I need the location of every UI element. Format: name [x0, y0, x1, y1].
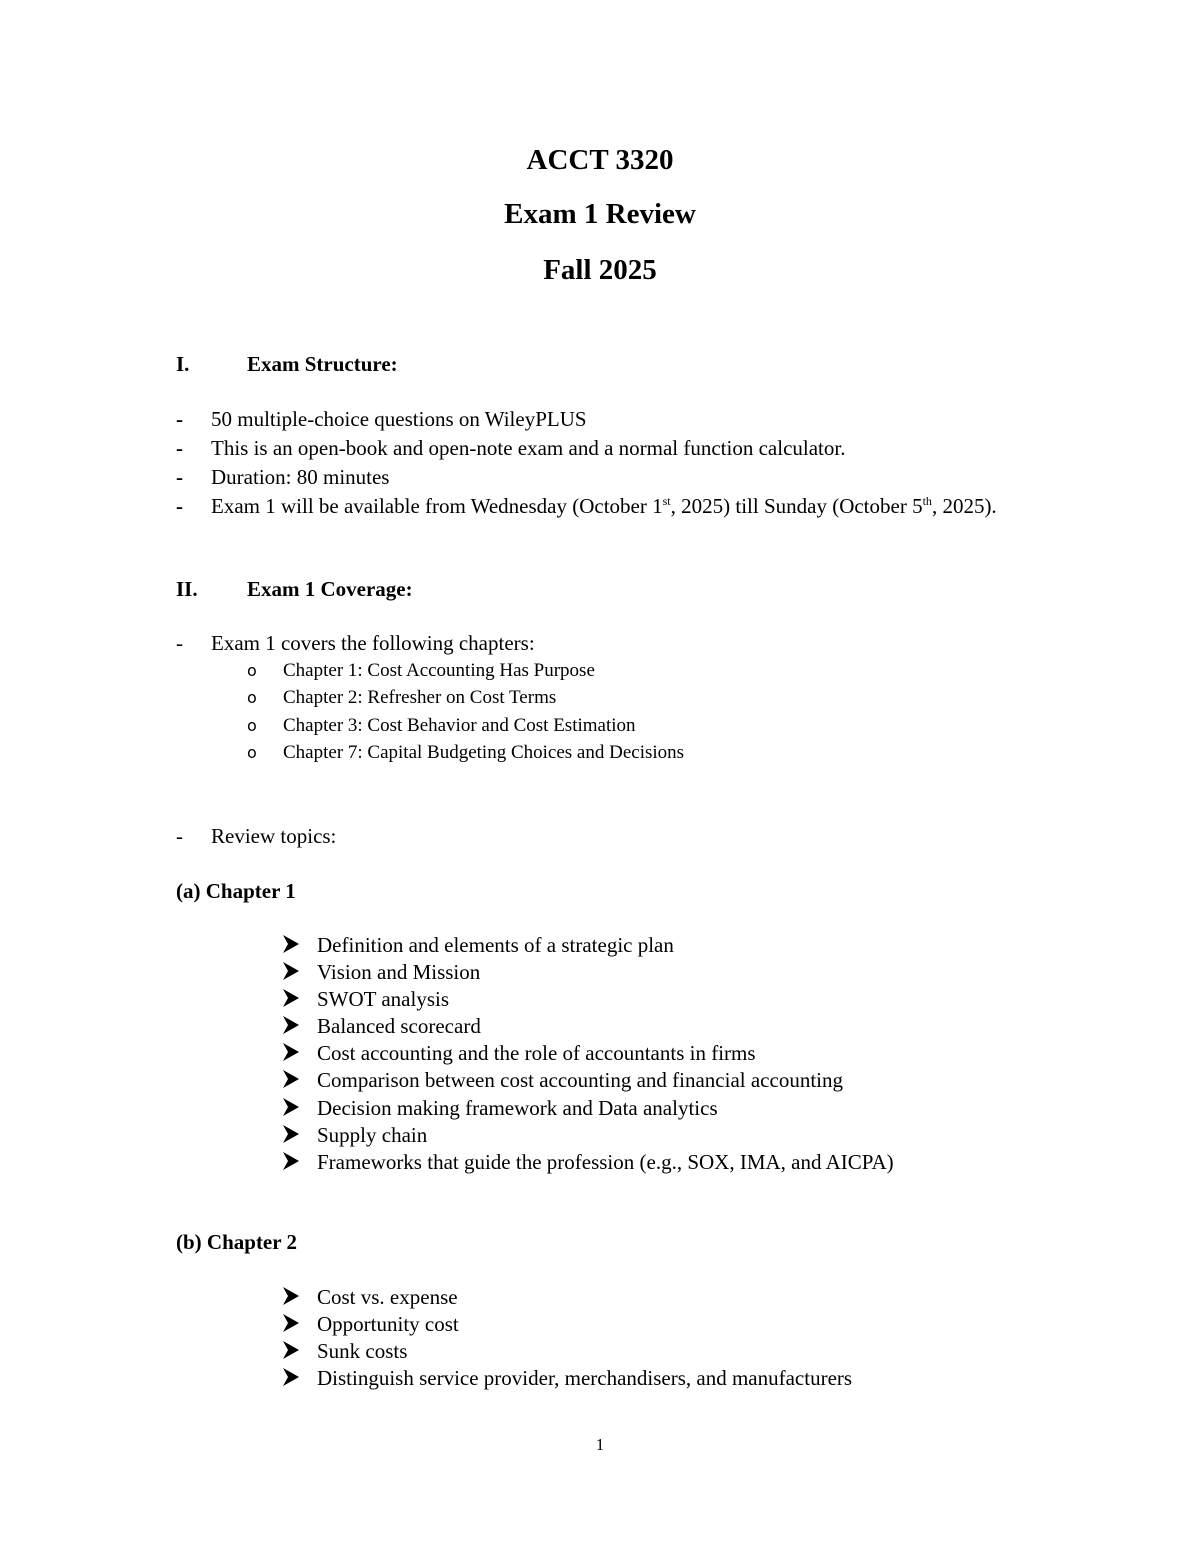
chapter-2-heading: (b) Chapter 2 [176, 1230, 297, 1254]
list-item-text: This is an open-book and open-note exam and a normal function calculator. [211, 436, 846, 460]
dash-bullet: - [176, 631, 183, 655]
arrowhead-bullet-icon [282, 1150, 300, 1172]
dash-bullet: - [176, 407, 183, 431]
availability-text: Exam 1 will be available from Wednesday (October 1st, 2025) till Sunday (October 5th, 2025). [211, 494, 997, 518]
dash-bullet: - [176, 824, 183, 848]
arrowhead-bullet-icon [282, 1096, 300, 1118]
circle-bullet: o [247, 716, 257, 735]
dash-bullet: - [176, 465, 183, 489]
arrowhead-bullet-icon [282, 1068, 300, 1090]
arrowhead-bullet-icon [282, 1123, 300, 1145]
arrowhead-bullet-icon [282, 1041, 300, 1063]
section-heading: Exam 1 Coverage: [247, 577, 413, 601]
dash-bullet: - [176, 494, 183, 518]
course-title: ACCT 3320 [526, 144, 674, 176]
dash-bullet: - [176, 436, 183, 460]
circle-bullet: o [247, 743, 257, 762]
arrowhead-bullet-icon [282, 960, 300, 982]
document-page: ACCT 3320 Exam 1 Review Fall 2025 I. Exam Structure: - 50 multiple-choice questions on WileyPLUS - This is an open-book and open-note exam and a normal function calculator. - Duration: 80 minutes - Exam 1 will be available from Wednesday (October 1st, 2025) till Sunday (October 5th, 2025). II. Exam 1 Coverage: - Exam 1 covers the following chapters: o Chapter 1: Cost Accounting Has Purpose o Chapter 2: Refresher on Cost Terms o Chapter 3: Cost Behavior and Cost Estimation o Chapter 7: Capital Budgeting Choices and Decisions - Review topics: (a) Chapter 1 Definition and elements of a strategic plan Vision and Mission SWOT analysis Balanced scorecard Cost accounting and the role of accountants in firms Comparison between cost accounting and financial accounting Decision making framework and Data analytics Supply chain Frameworks that guide the profession (e.g., SOX, IMA, and AICPA) (b) Chapter 2 Cost vs. expense Opportunity cost Sunk costs Distinguish service provider, merchandisers, and manufacturers 1 [0, 0, 1200, 1553]
chapter-1-heading: (a) Chapter 1 [176, 879, 296, 903]
arrowhead-bullet-icon [282, 1312, 300, 1334]
page-number: 1 [595, 1435, 605, 1454]
list-item-text: Review topics: [211, 824, 337, 848]
section-heading: Exam Structure: [247, 352, 398, 376]
arrowhead-bullet-icon [282, 1014, 300, 1036]
arrowhead-bullet-icon [282, 987, 300, 1009]
arrowhead-bullet-icon [282, 933, 300, 955]
term-title: Fall 2025 [543, 254, 657, 286]
arrowhead-bullet-icon [282, 1366, 300, 1388]
exam-title: Exam 1 Review [504, 198, 696, 230]
section-numeral: I. [176, 352, 190, 376]
arrowhead-bullet-icon [282, 1285, 300, 1307]
list-item-text: 50 multiple-choice questions on WileyPLUS [211, 407, 587, 431]
section-numeral: II. [176, 577, 198, 601]
list-item-text: Exam 1 covers the following chapters: [211, 631, 535, 655]
list-item-text: Duration: 80 minutes [211, 465, 390, 489]
circle-bullet: o [247, 688, 257, 707]
circle-bullet: o [247, 661, 257, 680]
arrowhead-bullet-icon [282, 1339, 300, 1361]
